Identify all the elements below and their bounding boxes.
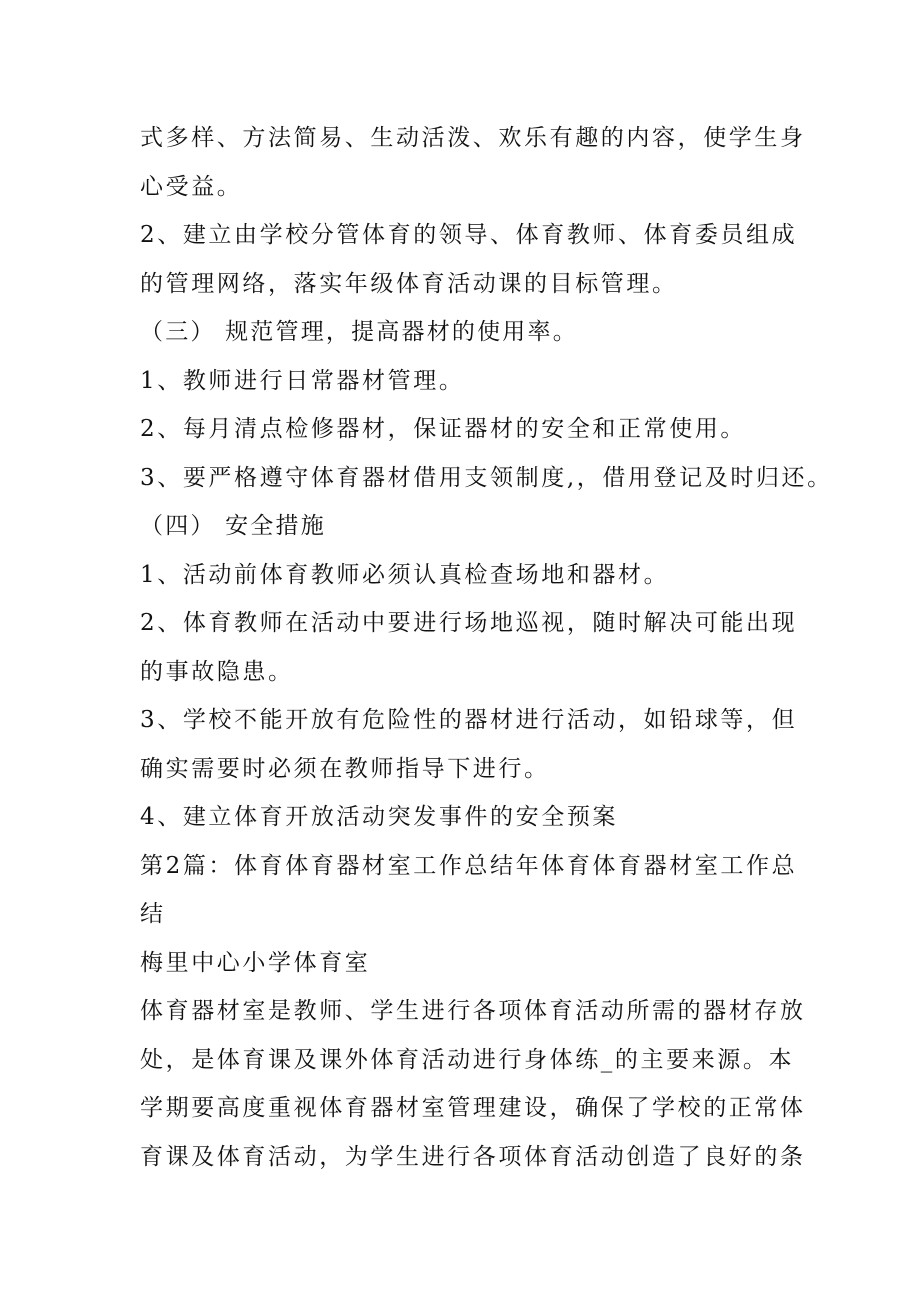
text-line: 3、要严格遵守体育器材借用支领制度,，借用登记及时归还。 [140, 464, 833, 491]
section-heading: （四） 安全措施 [140, 513, 326, 539]
text-line: 的管理网络，落实年级体育活动课的目标管理。 [140, 270, 678, 297]
text-line: 确实需要时必须在教师指导下进行。 [140, 755, 550, 782]
chapter-title-continued: 结 [140, 901, 166, 927]
text-line: 育课及体育活动，为学生进行各项体育活动创造了良好的条 [140, 1143, 806, 1170]
text-line: 心受益。 [140, 173, 243, 200]
document-body [140, 114, 833, 1181]
author-line: 梅里中心小学体育室 [140, 949, 371, 976]
section-heading: （三） 规范管理，提高器材的使用率。 [140, 319, 578, 345]
text-line: 1、教师进行日常器材管理。 [140, 367, 465, 394]
text-line: 2、体育教师在活动中要进行场地巡视，随时解决可能出现 [140, 610, 798, 636]
text-line: 2、建立由学校分管体育的领导、体育教师、体育委员组成 [140, 222, 798, 248]
text-line: 的事故隐患。 [140, 658, 294, 685]
text-line: 4、建立体育开放活动突发事件的安全预案 [140, 804, 619, 830]
text-line: 2、每月清点检修器材，保证器材的安全和正常使用。 [140, 416, 747, 442]
text-line: 处，是体育课及课外体育活动进行身体练_的主要来源。本 [140, 1046, 795, 1073]
text-line: 1、活动前体育教师必须认真检查场地和器材。 [140, 561, 670, 588]
text-line: 3、学校不能开放有危险性的器材进行活动，如铅球等，但 [140, 707, 798, 733]
text-line: 学期要高度重视体育器材室管理建设，确保了学校的正常体 [140, 1095, 806, 1121]
text-line: 体育器材室是教师、学生进行各项体育活动所需的器材存放 [140, 998, 806, 1024]
chapter-title: 第2篇：体育体育器材室工作总结年体育体育器材室工作总 [140, 852, 798, 879]
text-line: 式多样、方法简易、生动活泼、欢乐有趣的内容，使学生身 [140, 125, 806, 151]
